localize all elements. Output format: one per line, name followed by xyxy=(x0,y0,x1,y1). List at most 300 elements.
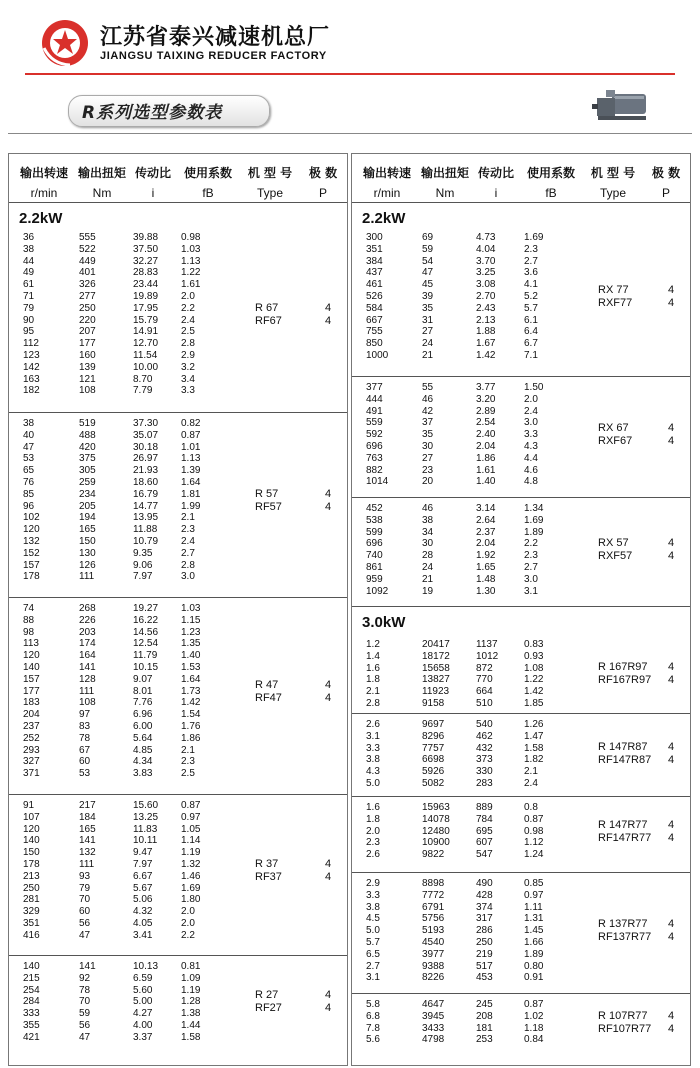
table-row xyxy=(9,244,239,255)
ratio-cell: 317 xyxy=(476,913,493,925)
col-speed-unit: r/min xyxy=(30,186,58,200)
table-row xyxy=(9,894,239,905)
speed-cell: 107 xyxy=(23,811,40,823)
factor-cell: 2.7 xyxy=(524,562,538,573)
speed-cell: 3.3 xyxy=(366,742,380,754)
torque-cell: 3977 xyxy=(422,948,445,960)
ratio-cell: 13.25 xyxy=(133,811,159,823)
table-row xyxy=(352,663,582,674)
factor-cell: 0.84 xyxy=(524,1034,544,1046)
left-table-panel xyxy=(8,153,348,1066)
torque-cell: 141 xyxy=(79,662,96,673)
factor-cell: 2.3 xyxy=(524,243,538,255)
torque-cell: 5756 xyxy=(422,913,445,925)
torque-cell: 15963 xyxy=(422,802,450,813)
table-row xyxy=(352,279,582,290)
factor-cell: 1.12 xyxy=(524,837,544,849)
speed-cell: 416 xyxy=(23,929,40,941)
speed-cell: 355 xyxy=(23,1020,40,1031)
ratio-cell: 664 xyxy=(476,686,493,698)
table-row xyxy=(352,826,582,837)
factor-cell: 4.4 xyxy=(524,452,538,464)
table-row xyxy=(352,574,582,585)
torque-cell: 54 xyxy=(422,255,434,267)
factor-cell: 1.82 xyxy=(524,754,544,766)
speed-cell: 177 xyxy=(23,685,40,697)
factor-cell: 5.2 xyxy=(524,291,538,302)
factor-cell: 1.22 xyxy=(181,267,201,279)
speed-cell: 584 xyxy=(366,302,383,314)
ratio-cell: 1.61 xyxy=(476,464,496,476)
torque-cell: 226 xyxy=(79,614,96,626)
factor-cell: 2.0 xyxy=(524,393,538,405)
factor-cell: 2.9 xyxy=(181,350,195,361)
table-row xyxy=(352,453,582,464)
speed-cell: 2.8 xyxy=(366,698,380,709)
table-row xyxy=(9,548,239,559)
speed-cell: 1092 xyxy=(366,585,389,597)
table-row xyxy=(9,674,239,685)
model-type xyxy=(598,537,632,563)
ratio-cell: 219 xyxy=(476,948,493,960)
ratio-cell: 1.40 xyxy=(476,476,496,488)
speed-cell: 36 xyxy=(23,232,35,243)
torque-cell: 28 xyxy=(422,550,434,562)
factor-cell: 1.76 xyxy=(181,721,201,732)
model-type xyxy=(255,679,282,705)
factor-cell: 1.89 xyxy=(524,948,544,960)
group-divider xyxy=(9,955,347,956)
speed-cell: 79 xyxy=(23,302,35,314)
group-divider xyxy=(352,497,690,498)
poles xyxy=(325,989,331,1015)
factor-cell: 2.1 xyxy=(524,766,538,778)
ratio-cell: 15.60 xyxy=(133,800,159,811)
speed-cell: 850 xyxy=(366,338,383,350)
model-type-line: R 167R97 xyxy=(598,661,648,674)
torque-cell: 6791 xyxy=(422,901,445,913)
table-row xyxy=(352,925,582,936)
torque-cell: 11923 xyxy=(422,686,450,698)
speed-cell: 1.2 xyxy=(366,639,380,650)
poles-value: 4 xyxy=(668,931,675,944)
model-type xyxy=(598,284,632,310)
model-type-line: R 107R77 xyxy=(598,1009,648,1022)
col-type-label: 机 型 号 xyxy=(247,166,293,180)
torque-cell: 27 xyxy=(422,452,434,464)
torque-cell: 305 xyxy=(79,465,96,477)
factor-cell: 1.80 xyxy=(181,894,201,906)
ratio-cell: 784 xyxy=(476,813,493,825)
table-row xyxy=(9,477,239,488)
col-speed-header xyxy=(356,164,418,200)
torque-cell: 15658 xyxy=(422,662,450,674)
torque-cell: 3945 xyxy=(422,1010,445,1022)
speed-cell: 71 xyxy=(23,291,35,302)
table-row xyxy=(9,501,239,512)
factor-cell: 1.66 xyxy=(524,937,544,948)
title-divider xyxy=(8,133,692,134)
torque-cell: 5082 xyxy=(422,778,445,789)
model-type-line: RF47 xyxy=(255,691,282,704)
factor-cell: 1.58 xyxy=(524,742,544,754)
torque-cell: 78 xyxy=(79,984,91,996)
table-row xyxy=(352,778,582,789)
table-row xyxy=(9,835,239,846)
model-type xyxy=(598,422,632,448)
table-row xyxy=(9,303,239,314)
torque-cell: 177 xyxy=(79,338,96,350)
ratio-cell: 1.67 xyxy=(476,338,496,350)
table-row xyxy=(352,291,582,302)
ratio-cell: 1.88 xyxy=(476,326,496,338)
header-rule xyxy=(9,202,347,203)
ratio-cell: 37.50 xyxy=(133,243,159,255)
factor-cell: 3.0 xyxy=(524,573,538,585)
ratio-cell: 7.97 xyxy=(133,859,153,870)
power-label: 3.0kW xyxy=(362,614,406,631)
speed-cell: 5.8 xyxy=(366,999,380,1010)
poles-value: 4 xyxy=(325,1002,332,1015)
model-type-line: RX 57 xyxy=(598,537,629,550)
speed-cell: 2.7 xyxy=(366,960,380,972)
torque-cell: 53 xyxy=(79,768,91,780)
torque-cell: 277 xyxy=(79,291,96,302)
factor-cell: 1.85 xyxy=(524,698,544,709)
poles-value: 4 xyxy=(325,870,332,883)
col-torque-unit: Nm xyxy=(435,186,455,200)
speed-cell: 44 xyxy=(23,255,35,267)
table-row xyxy=(9,709,239,720)
header-divider xyxy=(25,73,675,75)
ratio-cell: 4.73 xyxy=(476,232,496,243)
ratio-cell: 181 xyxy=(476,1022,493,1034)
poles-value: 4 xyxy=(325,500,332,513)
model-type xyxy=(598,661,651,687)
table-row xyxy=(352,562,582,573)
torque-cell: 23 xyxy=(422,464,434,476)
torque-cell: 4798 xyxy=(422,1034,445,1046)
table-row xyxy=(9,418,239,429)
table-row xyxy=(352,244,582,255)
factor-cell: 1.13 xyxy=(181,255,201,267)
col-poles-header xyxy=(644,164,688,200)
ratio-cell: 7.97 xyxy=(133,571,153,583)
factor-cell: 2.2 xyxy=(524,538,538,550)
factor-cell: 1.69 xyxy=(524,514,544,526)
torque-cell: 126 xyxy=(79,559,96,571)
torque-cell: 20 xyxy=(422,476,434,488)
speed-cell: 461 xyxy=(366,279,383,291)
poles-value: 4 xyxy=(668,550,675,563)
factor-cell: 1.50 xyxy=(524,382,544,393)
factor-cell: 3.0 xyxy=(524,417,538,429)
torque-cell: 46 xyxy=(422,503,434,514)
model-type-line: R 47 xyxy=(255,678,279,691)
torque-cell: 20417 xyxy=(422,639,450,650)
torque-cell: 47 xyxy=(422,267,434,279)
col-type-unit: Type xyxy=(256,186,283,200)
factor-cell: 3.6 xyxy=(524,267,538,279)
ratio-cell: 3.83 xyxy=(133,768,153,780)
factor-cell: 1.42 xyxy=(524,686,544,698)
torque-cell: 194 xyxy=(79,512,96,524)
speed-cell: 491 xyxy=(366,405,383,417)
speed-cell: 1.6 xyxy=(366,662,380,674)
speed-cell: 38 xyxy=(23,418,35,429)
speed-cell: 157 xyxy=(23,673,40,685)
torque-cell: 56 xyxy=(79,1020,91,1031)
torque-cell: 375 xyxy=(79,453,96,465)
ratio-cell: 14.77 xyxy=(133,500,159,512)
speed-cell: 204 xyxy=(23,709,40,721)
table-row xyxy=(9,871,239,882)
speed-cell: 3.8 xyxy=(366,901,380,913)
ratio-cell: 607 xyxy=(476,837,493,849)
table-row xyxy=(352,731,582,742)
torque-cell: 184 xyxy=(79,811,96,823)
ratio-cell: 3.25 xyxy=(476,267,496,279)
torque-cell: 7757 xyxy=(422,742,445,754)
torque-cell: 165 xyxy=(79,524,96,536)
ratio-cell: 1.48 xyxy=(476,573,496,585)
ratio-cell: 39.88 xyxy=(133,232,159,243)
ratio-cell: 9.07 xyxy=(133,673,153,685)
torque-cell: 9158 xyxy=(422,698,445,709)
table-row xyxy=(352,639,582,650)
poles-value: 4 xyxy=(668,537,675,550)
table-row xyxy=(352,315,582,326)
table-row xyxy=(352,698,582,709)
speed-cell: 667 xyxy=(366,314,383,326)
ratio-cell: 2.04 xyxy=(476,538,496,550)
table-row xyxy=(9,638,239,649)
torque-cell: 47 xyxy=(79,929,91,941)
group-divider xyxy=(352,872,690,873)
speed-cell: 4.3 xyxy=(366,766,380,778)
speed-cell: 178 xyxy=(23,571,40,583)
speed-cell: 96 xyxy=(23,500,35,512)
torque-cell: 78 xyxy=(79,732,91,744)
torque-cell: 121 xyxy=(79,373,96,385)
speed-cell: 1000 xyxy=(366,350,389,361)
ratio-cell: 3.08 xyxy=(476,279,496,291)
ratio-cell: 6.00 xyxy=(133,721,153,732)
torque-cell: 488 xyxy=(79,429,96,441)
table-row xyxy=(9,768,239,779)
page-title: R系列选型参数表 xyxy=(82,103,223,123)
model-type-line: RF147R77 xyxy=(598,831,652,844)
factor-cell: 2.1 xyxy=(181,512,195,524)
factor-cell: 2.4 xyxy=(181,314,195,326)
ratio-cell: 208 xyxy=(476,1010,493,1022)
poles-value: 4 xyxy=(668,661,675,674)
torque-cell: 141 xyxy=(79,835,96,847)
factor-cell: 1.86 xyxy=(181,732,201,744)
ratio-cell: 453 xyxy=(476,972,493,984)
ratio-cell: 1.86 xyxy=(476,452,496,464)
ratio-cell: 1012 xyxy=(476,650,499,662)
table-row xyxy=(9,961,239,972)
torque-cell: 21 xyxy=(422,573,434,585)
table-row xyxy=(352,686,582,697)
model-type xyxy=(255,302,282,328)
group-divider xyxy=(352,606,690,607)
torque-cell: 8226 xyxy=(422,972,445,984)
col-factor-unit: fB xyxy=(545,186,557,200)
col-poles-label: 极 数 xyxy=(651,166,681,180)
torque-cell: 268 xyxy=(79,603,96,614)
col-factor-label: 使用系数 xyxy=(183,166,232,180)
factor-cell: 1.46 xyxy=(181,870,201,882)
ratio-cell: 10.15 xyxy=(133,662,159,673)
table-row xyxy=(9,350,239,361)
torque-cell: 42 xyxy=(422,405,434,417)
speed-cell: 95 xyxy=(23,326,35,338)
torque-cell: 30 xyxy=(422,441,434,452)
ratio-cell: 4.04 xyxy=(476,243,496,255)
factor-cell: 2.7 xyxy=(524,255,538,267)
speed-cell: 1.8 xyxy=(366,813,380,825)
torque-cell: 59 xyxy=(79,1008,91,1020)
model-type xyxy=(255,858,282,884)
torque-cell: 207 xyxy=(79,326,96,338)
speed-cell: 284 xyxy=(23,996,40,1008)
table-row xyxy=(352,1023,582,1034)
table-row xyxy=(352,961,582,972)
torque-cell: 12480 xyxy=(422,825,450,837)
factor-cell: 5.7 xyxy=(524,302,538,314)
factor-cell: 2.8 xyxy=(181,338,195,350)
table-row xyxy=(352,350,582,361)
torque-cell: 111 xyxy=(79,859,95,870)
speed-cell: 47 xyxy=(23,441,35,453)
table-row xyxy=(352,814,582,825)
torque-cell: 7772 xyxy=(422,889,445,901)
factor-cell: 1.39 xyxy=(181,465,201,477)
factor-cell: 1.19 xyxy=(181,847,201,859)
speed-cell: 213 xyxy=(23,870,40,882)
factor-cell: 1.42 xyxy=(181,697,201,709)
poles-value: 4 xyxy=(325,301,332,314)
ratio-cell: 2.40 xyxy=(476,429,496,441)
poles-value: 4 xyxy=(668,674,675,687)
factor-cell: 1.26 xyxy=(524,719,544,730)
torque-cell: 10900 xyxy=(422,837,450,849)
torque-cell: 234 xyxy=(79,488,96,500)
torque-cell: 31 xyxy=(422,314,434,326)
speed-cell: 861 xyxy=(366,562,383,573)
speed-cell: 3.8 xyxy=(366,754,380,766)
col-speed-label: 输出转速 xyxy=(19,166,68,180)
torque-cell: 70 xyxy=(79,996,91,1008)
speed-cell: 250 xyxy=(23,882,40,894)
col-ratio-unit: i xyxy=(494,186,498,200)
factor-cell: 1.02 xyxy=(524,1010,544,1022)
factor-cell: 0.97 xyxy=(181,811,201,823)
model-type-line: RF137R77 xyxy=(598,931,652,944)
table-row xyxy=(352,538,582,549)
group-divider xyxy=(352,993,690,994)
speed-cell: 351 xyxy=(23,918,40,929)
torque-cell: 150 xyxy=(79,536,96,547)
poles-value: 4 xyxy=(325,989,332,1002)
torque-cell: 97 xyxy=(79,709,91,721)
ratio-cell: 17.95 xyxy=(133,302,159,314)
speed-cell: 40 xyxy=(23,429,35,441)
poles xyxy=(325,488,331,514)
table-row xyxy=(9,489,239,500)
ratio-cell: 1137 xyxy=(476,639,498,650)
torque-cell: 60 xyxy=(79,756,91,768)
ratio-cell: 10.79 xyxy=(133,536,159,547)
table-row xyxy=(352,1011,582,1022)
torque-cell: 5926 xyxy=(422,766,445,778)
factor-cell: 1.13 xyxy=(181,453,201,465)
torque-cell: 4647 xyxy=(422,999,445,1010)
torque-cell: 132 xyxy=(79,847,96,859)
table-row xyxy=(9,800,239,811)
ratio-cell: 19.27 xyxy=(133,603,159,614)
factor-cell: 2.0 xyxy=(181,906,195,918)
model-type-line: RXF67 xyxy=(598,435,633,448)
factor-cell: 1.34 xyxy=(524,503,544,514)
table-row xyxy=(352,429,582,440)
col-poles-unit: P xyxy=(661,186,670,200)
table-row xyxy=(352,674,582,685)
factor-cell: 1.58 xyxy=(181,1031,201,1043)
table-row xyxy=(9,442,239,453)
table-row xyxy=(9,733,239,744)
speed-cell: 2.6 xyxy=(366,719,380,730)
col-torque-label: 输出扭矩 xyxy=(420,166,469,180)
col-ratio-label: 传动比 xyxy=(477,166,514,180)
poles xyxy=(668,422,674,448)
model-type-line: R 27 xyxy=(255,989,279,1002)
speed-cell: 4.5 xyxy=(366,913,380,925)
torque-cell: 420 xyxy=(79,441,96,453)
factor-cell: 4.6 xyxy=(524,464,538,476)
speed-cell: 1.4 xyxy=(366,650,380,662)
ratio-cell: 12.70 xyxy=(133,338,159,350)
table-row xyxy=(9,847,239,858)
ratio-cell: 517 xyxy=(476,960,493,972)
poles-value: 4 xyxy=(668,1009,675,1022)
table-row xyxy=(9,279,239,290)
table-row xyxy=(9,883,239,894)
speed-cell: 696 xyxy=(366,538,383,550)
factor-cell: 2.5 xyxy=(181,768,195,780)
speed-cell: 763 xyxy=(366,452,383,464)
factor-cell: 3.3 xyxy=(181,385,195,397)
table-row xyxy=(352,972,582,983)
torque-cell: 522 xyxy=(79,243,96,255)
ratio-cell: 10.13 xyxy=(133,961,159,972)
ratio-cell: 30.18 xyxy=(133,441,159,453)
col-ratio-label: 传动比 xyxy=(134,166,171,180)
ratio-cell: 14.56 xyxy=(133,626,159,638)
table-row xyxy=(352,890,582,901)
table-row xyxy=(352,503,582,514)
torque-cell: 24 xyxy=(422,338,434,350)
ratio-cell: 32.27 xyxy=(133,255,159,267)
factor-cell: 1.03 xyxy=(181,243,201,255)
col-type-label: 机 型 号 xyxy=(590,166,636,180)
torque-cell: 108 xyxy=(79,697,96,709)
factor-cell: 1.99 xyxy=(181,500,201,512)
ratio-cell: 2.13 xyxy=(476,314,496,326)
factor-cell: 6.1 xyxy=(524,314,538,326)
